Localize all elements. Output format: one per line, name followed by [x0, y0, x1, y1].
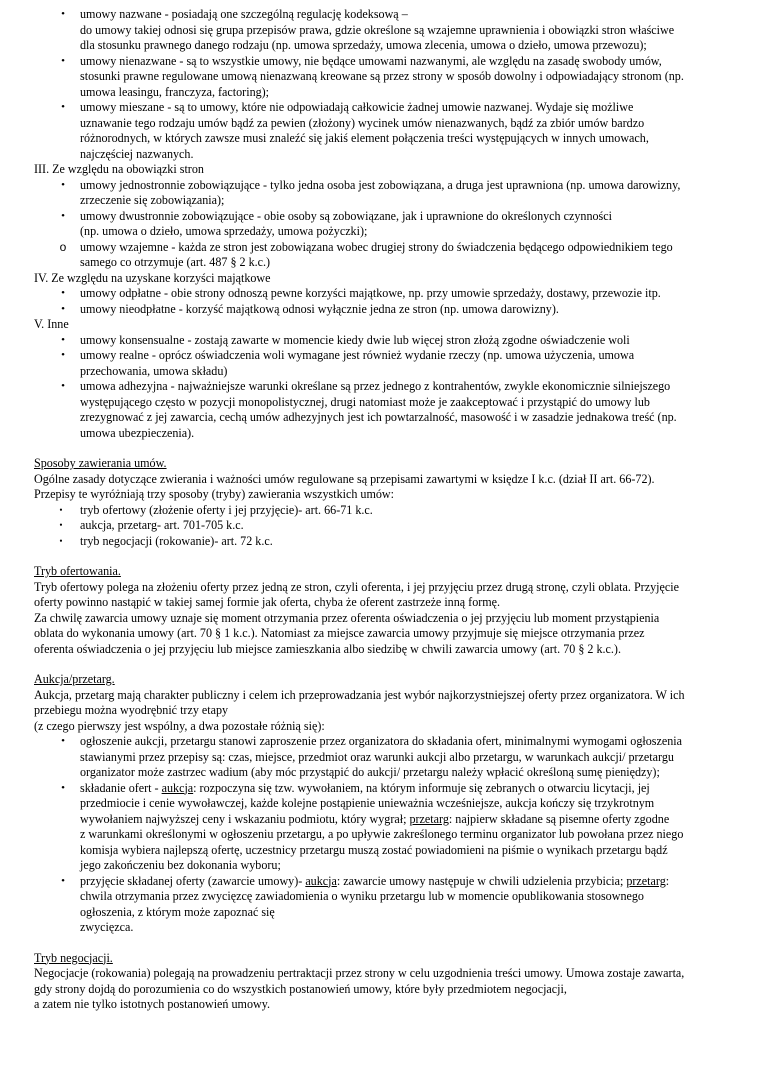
text-run: : rozpoczyna się tzw. wywołaniem, na którym informuje się zebranych o otwarciu licytacji, jej: [193, 780, 650, 795]
section-title-ofertowanie: Tryb ofertowania.: [34, 564, 121, 578]
text-line: (np. umowa o dzieło, umowa sprzedaży, umowa pożyczki);: [80, 224, 368, 238]
text-line: Za chwilę zawarcia umowy uznaje się moment otrzymania przez oferenta oświadczenia o jej przyjęciu lub moment przystąpienia: [34, 610, 660, 625]
list-item: [34, 54, 734, 101]
text-line: stosunki prawne regulowane umową nienazwaną kreowane są przez strony w sposób dowolny i odpowiadający stronom (np.: [80, 69, 684, 83]
text-line: umowy nieodpłatne - korzyść majątkową odnosi wyłącznie jedna ze stron (np. umowa darowizny).: [80, 301, 559, 316]
term-przetarg: przetarg: [626, 873, 666, 888]
text-line: umowy dwustronnie zobowiązujące - obie osoby są zobowiązane, jak i uprawnione do określonych czynności: [80, 208, 612, 223]
text-line: zrzeczenie się zobowiązania);: [80, 193, 225, 207]
bullet-icon: •: [61, 54, 65, 67]
list-item: [34, 781, 734, 874]
list-item-text: aukcja, przetarg- art. 701-705 k.c.: [80, 518, 244, 532]
text-line: organizator może zastrzec wadium (aby móc przystąpić do aukcji/ przetargu należy wpłacić określoną sumę pieniędzy);: [80, 765, 660, 779]
list-item: [34, 503, 734, 519]
bullet-icon: •: [61, 178, 65, 191]
text-line: [80, 781, 734, 797]
text-line: umowy konsensualne - zostają zawarte w momencie kiedy dwie lub więcej stron złożą zgodne oświadczenie woli: [80, 332, 630, 347]
document-page: [34, 7, 734, 1013]
text-line: jego zakończeniu bez dokonania wyboru;: [80, 858, 281, 872]
text-line: stawianymi przez przepisy są: czas, miejsce, przedmiot oraz warunki aukcji albo przetargu, w warunkach aukcji/ przetargu: [80, 749, 674, 764]
list-item: [34, 379, 734, 441]
text-line: przechowania, umowa składu): [80, 363, 228, 378]
list-item: [34, 874, 734, 936]
section-heading-iv: IV. Ze względu na uzyskane korzyści majątkowe: [34, 270, 271, 285]
text-line: występującego często w pozycji monopolistycznej, drugi natomiast może je zaakceptować i przystąpić do umowy lub: [80, 394, 650, 409]
list-item: [34, 734, 734, 781]
text-line: umowy nazwane - posiadają one szczególną regulację kodeksową –: [80, 7, 408, 21]
section-title-negocjacje: Tryb negocjacji.: [34, 950, 113, 965]
list-item: [34, 518, 734, 534]
section-title-sposoby: Sposoby zawierania umów.: [34, 456, 167, 470]
text-line: umowa adhezyjna - najważniejsze warunki określane są przez jednego z kontrahentów, zwykle ekonomicznie silniejszego: [80, 379, 671, 393]
text-line: umowa leasingu, franczyza, factoring);: [80, 84, 270, 99]
list-item: [34, 178, 734, 209]
text-line: Aukcja, przetarg mają charakter publiczny i celem ich przeprowadzania jest wybór najkorzystniejszej oferty przez organizatora. W ich: [34, 687, 685, 702]
list-item: [34, 286, 734, 302]
list-item: [34, 209, 734, 240]
list-item: [34, 348, 734, 379]
text-line: ogłoszenia, z którym może zapoznać się: [80, 904, 275, 919]
text-line: chwila otrzymania przez zwycięzcę zawiadomienia o wyniku przetargu lub w momencie opublikowania stosownego: [80, 889, 644, 903]
text-line: z warunkami określonymi w ogłoszeniu przetargu, a po upływie zakreślonego terminu organizator lub powołana przez niego: [80, 827, 684, 841]
section-heading-iii: III. Ze względu na obowiązki stron: [34, 162, 204, 176]
text-line: umowy jednostronnie zobowiązujące - tylko jedna osoba jest zobowiązana, a druga jest uprawniona (np. umowa darowizny,: [80, 177, 681, 192]
bullet-icon: •: [61, 735, 65, 747]
list-item: [34, 534, 734, 550]
text-line: umowa ubezpieczenia).: [80, 425, 195, 440]
text-line: uznawanie tego rodzaju umów bądź za pewien (złożony) wycinek umów nienazwanych, bądź za zbiór umów bardzo: [80, 115, 645, 130]
bullet-icon: •: [59, 504, 63, 515]
text-run: wywołaniem najwyższej ceny i wskazaniu podmiotu, który wygrał;: [80, 811, 410, 826]
bullet-icon: •: [61, 8, 65, 20]
text-line: umowy nienazwane - są to wszystkie umowy, nie będące umowami nazwanymi, ale względu na zasadę swobody umów,: [80, 53, 662, 68]
bullet-icon: •: [61, 302, 65, 315]
text-line: zrezygnować z jej zawarcia, cechą umów adhezyjnych jest ich powtarzalność, masowość i w zasadzie jednakowa treść (np.: [80, 410, 677, 424]
text-line: umowy realne - oprócz oświadczenia woli wymagane jest również wydanie rzeczy (np. umowa użyczenia, umowa: [80, 348, 635, 362]
text-run: :: [665, 873, 670, 888]
term-przetarg: przetarg: [409, 811, 449, 826]
text-run: : zawarcie umowy następuje w chwili udzielenia przybicia;: [336, 873, 627, 888]
list-item: [34, 333, 734, 349]
list-item: [34, 240, 734, 271]
text-line: oblata do wykonania umowy (art. 70 § 1 k.c.). Natomiast za miejsce zawarcia umowy przyjmuje się miejsce otrzymania przez: [34, 626, 645, 640]
text-line: Ogólne zasady dotyczące zwierania i ważności umów regulowane są przepisami zawartymi w księdze I k.c. (dział II art. 66-72).: [34, 471, 655, 486]
text-line: najczęściej nazwanych.: [80, 146, 194, 161]
text-line: [80, 874, 734, 890]
text-run: : najpierw składane są pisemne oferty zgodne: [448, 811, 670, 826]
bullet-icon: •: [61, 380, 65, 392]
text-line: Przepisy te wyróżniają trzy sposoby (tryby) zawierania wszystkich umów:: [34, 487, 395, 501]
bullet-icon: •: [61, 874, 65, 887]
text-line: umowy mieszane - są to umowy, które nie odpowiadają całkowicie żadnej umowie nazwanej. Wydaje się możliwe: [80, 100, 634, 114]
bullet-icon: •: [61, 781, 65, 794]
bullet-icon: •: [61, 333, 65, 346]
text-line: Negocjacje (rokowania) polegają na prowadzeniu pertraktacji przez strony w celu uzgodnienia treści umowy. Umowa zostaje zawarta,: [34, 966, 685, 980]
list-item: [34, 302, 734, 318]
bullet-icon: •: [61, 287, 65, 299]
section-title-aukcja: Aukcja/przetarg.: [34, 672, 115, 686]
text-line: samego co otrzymuje (art. 487 § 2 k.c.): [80, 255, 271, 269]
text-run: przyjęcie składanej oferty (zawarcie umowy)-: [80, 873, 306, 888]
term-aukcja: aukcja: [161, 780, 194, 795]
term-aukcja: aukcja: [305, 873, 337, 888]
bullet-icon: •: [61, 349, 65, 361]
list-item-text: tryb ofertowy (złożenie oferty i jej przyjęcie)- art. 66-71 k.c.: [80, 502, 373, 517]
text-line: do umowy takiej odnosi się grupa przepisów prawa, gdzie określone są wzajemne uprawnienia i obowiązki stron właściwe: [80, 22, 675, 37]
text-line: (z czego pierwszy jest wspólny, a dwa pozostałe różnią się):: [34, 718, 325, 733]
text-line: [80, 812, 734, 828]
list-item-text: tryb negocjacji (rokowanie)- art. 72 k.c.: [80, 533, 273, 548]
text-line: gdy strony dojdą do porozumienia co do wszystkich postanowień umowy, które były przedmiotem negocjacji,: [34, 981, 567, 996]
circle-bullet-icon: o: [59, 239, 67, 254]
text-line: Tryb ofertowy polega na złożeniu oferty przez jedną ze stron, czyli oferenta, i jej przyjęciu przez drugą stronę, czyli oblata. Przyjęcie: [34, 579, 679, 594]
text-line: przedmiocie i cenie wywoławczej, każde kolejne postąpienie unieważnia wcześniejsze, aukcja kończy się trzykrotnym: [80, 796, 655, 810]
text-line: oferenta oświadczenia o jej przyjęciu lub miejsce zamieszkania albo siedzibę w chwili zawarcia umowy (art. 70 § 2 k.c.).: [34, 641, 621, 656]
text-run: składanie ofert -: [80, 780, 162, 795]
text-line: umowy odpłatne - obie strony odnoszą pewne korzyści majątkowe, np. przy umowie sprzedaży, dostawy, przewozie itp.: [80, 286, 661, 300]
text-line: dla stosunku prawnego danego rodzaju (np. umowa sprzedaży, umowa zlecenia, umowa o dzieło, umowa przewozu);: [80, 38, 647, 52]
list-item: [34, 100, 734, 162]
text-line: umowy wzajemne - każda ze stron jest zobowiązana wobec drugiej strony do świadczenia będącego odpowiednikiem tego: [80, 239, 673, 254]
text-line: oferty powinno nastąpić w takiej samej formie jak oferta, chyba że oferent zastrzeże inną formę.: [34, 595, 501, 609]
text-line: zwycięzca.: [80, 920, 134, 934]
bullet-icon: •: [59, 535, 63, 546]
bullet-icon: •: [59, 520, 63, 530]
bullet-icon: •: [61, 209, 65, 222]
list-item: [34, 7, 734, 54]
text-line: a zatem nie tylko istotnych postanowień umowy.: [34, 997, 271, 1011]
text-line: przebiegu można wyodrębnić trzy etapy: [34, 703, 229, 717]
text-line: różnorodnych, w których zawsze musi znaleźć się jakiś element połączenia treści występujących w innych umowach,: [80, 131, 649, 145]
section-heading-v: V. Inne: [34, 317, 69, 331]
bullet-icon: •: [61, 101, 65, 113]
text-line: ogłoszenie aukcji, przetargu stanowi zaproszenie przez organizatora do składania ofert, minimalnymi wymogami ogłoszenia: [80, 734, 683, 748]
text-line: komisja wybiera najlepszą ofertę, uczestnicy przetargu muszą zostać powiadomieni na piśmie o wynikach przetargu bądź: [80, 842, 668, 857]
